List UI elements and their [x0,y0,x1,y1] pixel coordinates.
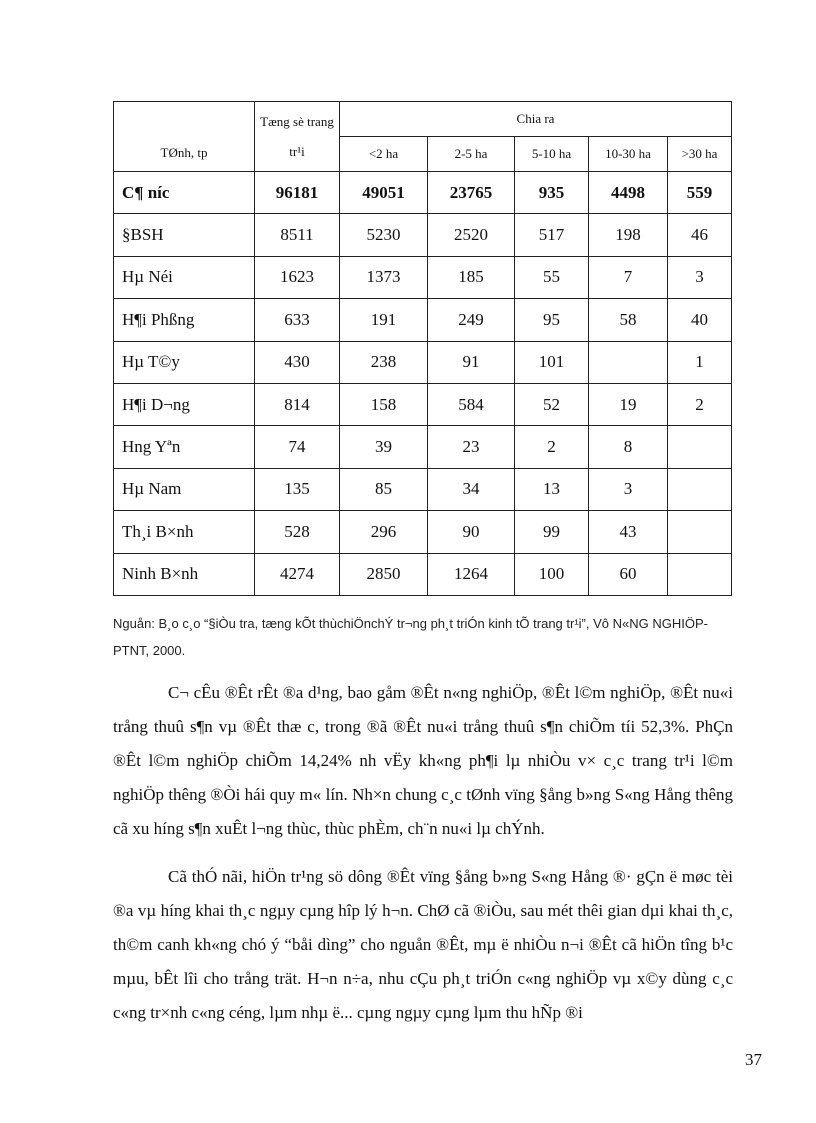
cell-bin: 8 [589,426,668,468]
table-row [114,383,732,425]
body-paragraph: C¬ cÊu ®Êt rÊt ®a d¹ng, bao gåm ®Êt n«ng nghiÖp, ®Êt l©m nghiÖp, ®Êt nu«i trång thuû s¶n vµ ®Êt thæ c, trong ®ã ®Êt nu«i trång thuû s¶n chiÕm tíi 52,3%. PhÇn ®Êt l©m nghiÖp chiÕm 14,24% nh vËy kh«ng ph¶i lµ nhiÒu v× c¸c trang tr¹i l©m nghiÖp thêng ®Òi hái quy m« lín. Nh×n chung c¸c tØnh vïng §ång b»ng S«ng Hång thêng cã xu híng s¶n xuÊt l¬ng thùc, thùc phÈm, ch¨n nu«i lµ chÝnh. [113,683,733,838]
cell-bin: 43 [589,511,668,553]
cell-bin: 60 [589,553,668,595]
table-row [114,341,732,383]
cell-bin: 198 [589,214,668,256]
province-name: §BSH [114,214,255,256]
cell-total: 8511 [255,214,340,256]
bin-header: 5-10 ha [515,137,589,172]
cell-bin: 91 [428,341,515,383]
table-source-note: Nguån: B¸o c¸o “§iÒu tra, tæng kÕt thùchiÖnchÝ tr¬ng ph¸t triÓn kinh tÕ trang tr¹i”, Vô N«NG NGHIÖP-PTNT, 2000. [113,616,708,658]
cell-bin: 1264 [428,553,515,595]
cell-bin: 90 [428,511,515,553]
cell-bin [668,468,732,510]
cell-bin: 185 [428,256,515,298]
cell-bin: 95 [515,299,589,341]
cell-bin: 249 [428,299,515,341]
table-row [114,299,732,341]
cell-bin: 1 [668,341,732,383]
cell-bin: 55 [515,256,589,298]
cell-bin: 100 [515,553,589,595]
cell-bin: 4498 [589,172,668,214]
table-row [114,256,732,298]
table-row [114,511,732,553]
cell-bin: 58 [589,299,668,341]
table-row [114,214,732,256]
cell-bin: 935 [515,172,589,214]
province-name: Ninh B×nh [114,553,255,595]
cell-bin: 158 [340,383,428,425]
province-name: C¶ níc [114,172,255,214]
cell-bin: 2520 [428,214,515,256]
cell-bin: 101 [515,341,589,383]
table-row [114,553,732,595]
cell-bin: 2 [668,383,732,425]
page-number: 37 [745,1050,762,1069]
province-name: Hng Yªn [114,426,255,468]
cell-total: 96181 [255,172,340,214]
cell-bin: 46 [668,214,732,256]
cell-bin: 2850 [340,553,428,595]
split-header: Chia ra [340,102,732,137]
cell-bin: 2 [515,426,589,468]
province-name: Hµ Nam [114,468,255,510]
cell-bin [668,511,732,553]
cell-bin [589,341,668,383]
cell-bin [668,553,732,595]
bin-header: 2-5 ha [428,137,515,172]
table-row [114,426,732,468]
table-row [114,468,732,510]
cell-bin: 517 [515,214,589,256]
cell-bin: 559 [668,172,732,214]
province-name: Th¸i B×nh [114,511,255,553]
cell-total: 4274 [255,553,340,595]
cell-total: 135 [255,468,340,510]
cell-bin: 49051 [340,172,428,214]
bin-header: 10-30 ha [589,137,668,172]
cell-total: 74 [255,426,340,468]
farm-statistics-table [113,101,732,596]
cell-bin: 34 [428,468,515,510]
cell-bin: 3 [589,468,668,510]
cell-bin: 3 [668,256,732,298]
cell-bin: 99 [515,511,589,553]
cell-total: 1623 [255,256,340,298]
cell-bin: 23 [428,426,515,468]
cell-bin: 23765 [428,172,515,214]
province-name: Hµ T©y [114,341,255,383]
cell-bin: 584 [428,383,515,425]
cell-total: 430 [255,341,340,383]
cell-total: 528 [255,511,340,553]
cell-bin: 191 [340,299,428,341]
cell-bin: 85 [340,468,428,510]
cell-bin: 13 [515,468,589,510]
cell-bin: 1373 [340,256,428,298]
cell-total: 633 [255,299,340,341]
table-row [114,172,732,214]
bin-header: >30 ha [668,137,732,172]
cell-bin: 296 [340,511,428,553]
province-name: H¶i D¬ng [114,383,255,425]
body-paragraph: Cã thÓ nãi, hiÖn tr¹ng sö dông ®Êt vïng §ång b»ng S«ng Hång ®· gÇn ë møc tèi ®a vµ híng khai th¸c ngµy cµng hîp lý h¬n. ChØ cã ®iÒu, sau mét thêi gian dµi khai th¸c, th©m canh kh«ng chó ý “båi dìng” cho nguån ®Êt, mµ ë nhiÒu n¬i ®Êt cã hiÖn tîng b¹c mµu, bÊt lîi cho trång trät. H¬n n÷a, nhu cÇu ph¸t triÓn c«ng nghiÖp vµ x©y dùng c¸c c«ng tr×nh c«ng céng, lµm nhµ ë... cµng ngµy cµng lµm thu hÑp ®i [113,867,733,1022]
province-header: TØnh, tp [114,102,255,172]
cell-bin: 238 [340,341,428,383]
bin-header: <2 ha [340,137,428,172]
cell-bin [668,426,732,468]
province-name: Hµ Néi [114,256,255,298]
total-farms-header: Tæng sè trang tr¹i [255,102,340,172]
cell-bin: 19 [589,383,668,425]
province-name: H¶i Phßng [114,299,255,341]
cell-bin: 5230 [340,214,428,256]
cell-bin: 39 [340,426,428,468]
cell-bin: 40 [668,299,732,341]
cell-bin: 7 [589,256,668,298]
cell-bin: 52 [515,383,589,425]
cell-total: 814 [255,383,340,425]
